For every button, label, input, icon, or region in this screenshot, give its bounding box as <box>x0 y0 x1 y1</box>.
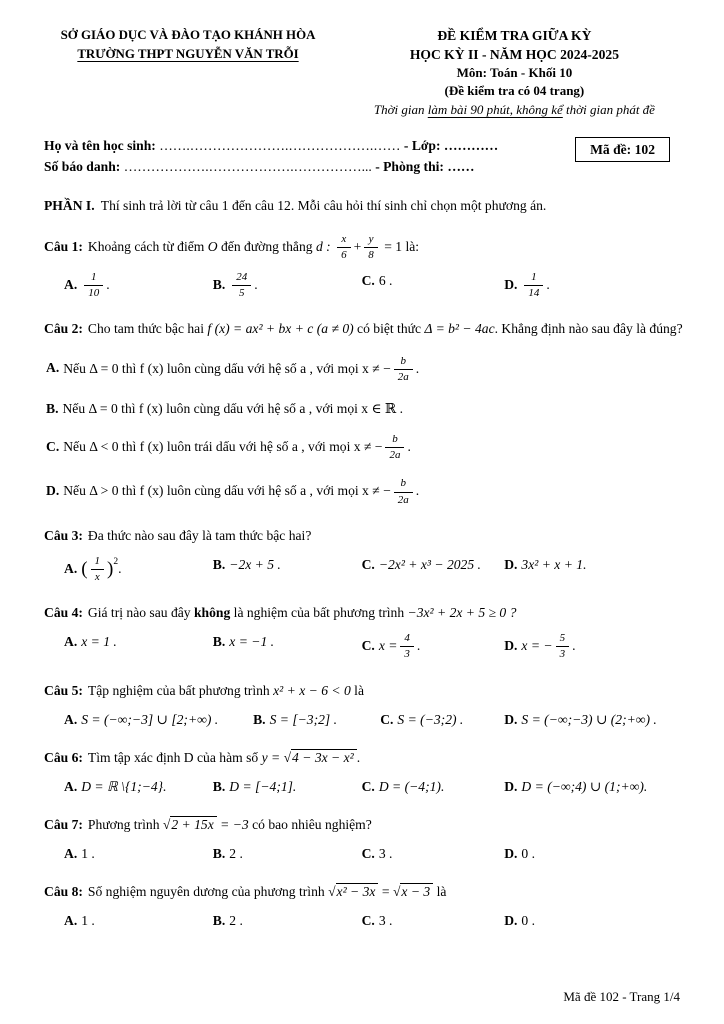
option-a: A. ( $\frac{1}{x}$ )$^2$. <box>64 554 122 583</box>
fraction: $\frac{1}{x}$ <box>91 555 105 584</box>
name-dotted-line: …….………………….……………….…… <box>155 137 404 153</box>
option-c: C. Nếu Δ < 0 thì f (x) luôn trái dấu với hệ số a , với mọi x ≠ − $\frac{b}{2a}$ . <box>46 432 411 462</box>
question-3 <box>44 525 684 584</box>
part1-heading: PHẦN I. Thí sinh trả lời từ câu 1 đến câu 12. Mỗi câu hỏi thí sinh chỉ chọn một phương án. <box>44 197 547 213</box>
question-label: Câu 4: <box>44 605 83 621</box>
option-d: D. D = (−∞;4) ∪ (1;+∞). <box>504 778 648 794</box>
option-b: B. $\frac{24}{5}$ . <box>212 271 258 300</box>
question-5 <box>44 680 684 729</box>
option-d: D. Nếu Δ > 0 thì f (x) luôn cùng dấu với hệ số a , với mọi x ≠ − $\frac{b}{2a}$ . <box>46 477 420 506</box>
option-c: C. S = (−3;2) . <box>380 711 464 727</box>
option-b: B. x = −1 . <box>212 634 275 650</box>
question-6-options <box>44 777 684 796</box>
school-name: TRƯỜNG THPT NGUYỄN VĂN TRỖI <box>77 46 299 61</box>
question-label: Câu 8: <box>44 883 83 899</box>
option-c: C. −2x² + x³ − 2025 . <box>361 556 481 572</box>
option-c: C. 6 . <box>361 273 393 289</box>
option-a: A. S = (−∞;−3] ∪ [2;+∞) . <box>64 711 219 727</box>
option-c: C. 3 . <box>361 845 393 861</box>
fraction: $\frac{b}{2a}$ <box>385 433 404 462</box>
emphasized-word: không <box>193 605 231 621</box>
pages-note: (Đề kiểm tra có 04 trang) <box>444 83 585 99</box>
option-a: A. 1 . <box>64 912 95 928</box>
student-name-row: Họ và tên học sinh: …….………………….……………….…… - Lớp: ………… <box>44 137 499 153</box>
fraction: $\frac{y}{8}$ <box>364 233 378 262</box>
fraction: $\frac{24}{5}$ <box>232 271 251 300</box>
question-6-stem: Câu 6: Tìm tập xác định D của hàm số y = √4 − 3x − x² . <box>44 749 361 765</box>
semester-line: HỌC KỲ II - NĂM HỌC 2024-2025 <box>409 47 619 63</box>
option-c: C. D = (−4;1). <box>361 778 445 794</box>
question-label: Câu 3: <box>44 527 83 543</box>
question-2 <box>44 318 684 506</box>
question-4-options <box>44 632 684 661</box>
option-d: D. x = − $\frac{5}{3}$ . <box>504 632 576 661</box>
student-info <box>44 136 684 176</box>
option-d: D. 0 . <box>504 845 535 861</box>
subject-line: Môn: Toán - Khối 10 <box>456 65 573 81</box>
question-4-stem: Câu 4: Giá trị nào sau đây không là nghiệm của bất phương trình −3x² + 2x + 5 ≥ 0 ? <box>44 605 517 621</box>
question-7-stem: Câu 7: Phương trình √2 + 15x = −3 có bao nhiêu nghiệm? <box>44 816 372 832</box>
question-7-options <box>44 844 684 863</box>
option-c: C. x = $\frac{4}{3}$ . <box>361 632 421 661</box>
document-header <box>44 26 684 120</box>
option-b: B. Nếu Δ = 0 thì f (x) luôn cùng dấu với hệ số a , với mọi x ∈ ℝ . <box>46 400 404 416</box>
option-a: A. Nếu Δ = 0 thì f (x) luôn cùng dấu với hệ số a , với mọi x ≠ − $\frac{b}{2a}$ . <box>46 354 420 383</box>
question-1-stem: Câu 1: Khoảng cách từ điểm O đến đường thẳng d : $\frac{x}{6}$ + $\frac{y}{8}$ = 1 là: <box>44 232 420 261</box>
option-b: B. 2 . <box>212 912 243 928</box>
fraction: $\frac{5}{3}$ <box>556 632 570 661</box>
exam-code-box: Mã đề: 102 <box>575 137 670 162</box>
exam-title: ĐỀ KIỂM TRA GIỮA KỲ <box>437 28 592 43</box>
time-note: Thời gian làm bài 90 phút, không kể thời gian phát đề <box>373 102 655 118</box>
fraction: $\frac{b}{2a}$ <box>394 477 413 506</box>
question-1-options <box>44 271 684 300</box>
option-d: D. $\frac{1}{14}$ . <box>504 271 550 300</box>
question-2-options <box>44 355 684 507</box>
option-b: B. D = [−4;1]. <box>212 778 297 794</box>
question-3-stem: Câu 3: Đa thức nào sau đây là tam thức bậc hai? <box>44 527 312 543</box>
option-a: A. 1 . <box>64 845 95 861</box>
question-6 <box>44 747 684 796</box>
option-a: A. x = 1 . <box>64 634 117 650</box>
radical: √4 − 3x − x² <box>284 750 357 767</box>
question-5-stem: Câu 5: Tập nghiệm của bất phương trình x² + x − 6 < 0 là <box>44 682 364 698</box>
fraction: $\frac{1}{14}$ <box>524 271 543 300</box>
id-dotted-line: ……………….……………….……………... <box>120 158 376 174</box>
option-d: D. 0 . <box>504 912 535 928</box>
option-a: A. D = ℝ \{1;−4}. <box>64 778 167 794</box>
page-footer: Mã đề 102 - Trang 1/4 <box>563 988 680 1004</box>
question-3-options <box>44 555 684 584</box>
header-right <box>345 26 684 120</box>
question-label: Câu 1: <box>44 238 83 254</box>
option-a: A. $\frac{1}{10}$ . <box>64 271 110 300</box>
radical: √x² − 3x <box>328 884 378 901</box>
option-d: D. S = (−∞;−3) ∪ (2;+∞) . <box>504 711 657 727</box>
option-d: D. 3x² + x + 1. <box>504 556 587 572</box>
department-name: SỞ GIÁO DỤC VÀ ĐÀO TẠO KHÁNH HÒA <box>60 28 316 42</box>
fraction: $\frac{b}{2a}$ <box>394 355 413 384</box>
question-4 <box>44 602 684 661</box>
fraction: $\frac{4}{3}$ <box>400 632 414 661</box>
question-label: Câu 5: <box>44 682 83 698</box>
question-2-stem: Câu 2: Cho tam thức bậc hai f (x) = ax² + bx + c (a ≠ 0) có biệt thức Δ = b² − 4ac. Khẳng định nào sau đây là đúng? <box>44 321 683 337</box>
question-label: Câu 2: <box>44 321 83 337</box>
header-left <box>44 26 332 63</box>
option-c: C. 3 . <box>361 912 393 928</box>
option-b: B. −2x + 5 . <box>212 556 281 572</box>
question-label: Câu 7: <box>44 816 83 832</box>
question-5-options <box>44 710 684 729</box>
question-label: Câu 6: <box>44 749 83 765</box>
fraction: $\frac{x}{6}$ <box>337 233 351 262</box>
question-8-options <box>44 911 684 930</box>
fraction: $\frac{1}{10}$ <box>84 271 103 300</box>
student-id-row: Số báo danh: ……………….……………….……………... - Phòng thi: …… <box>44 158 475 174</box>
radical: √x − 3 <box>393 884 433 901</box>
option-b: B. 2 . <box>212 845 243 861</box>
question-8-stem: Câu 8: Số nghiệm nguyên dương của phương trình √x² − 3x = √x − 3 là <box>44 883 447 899</box>
parenthesized-fraction: ( $\frac{1}{x}$ )$^2$ <box>81 554 119 583</box>
question-1 <box>44 233 684 301</box>
question-7 <box>44 814 684 863</box>
radical: √2 + 15x <box>163 817 217 834</box>
question-8 <box>44 881 684 930</box>
option-b: B. S = [−3;2] . <box>253 711 338 727</box>
